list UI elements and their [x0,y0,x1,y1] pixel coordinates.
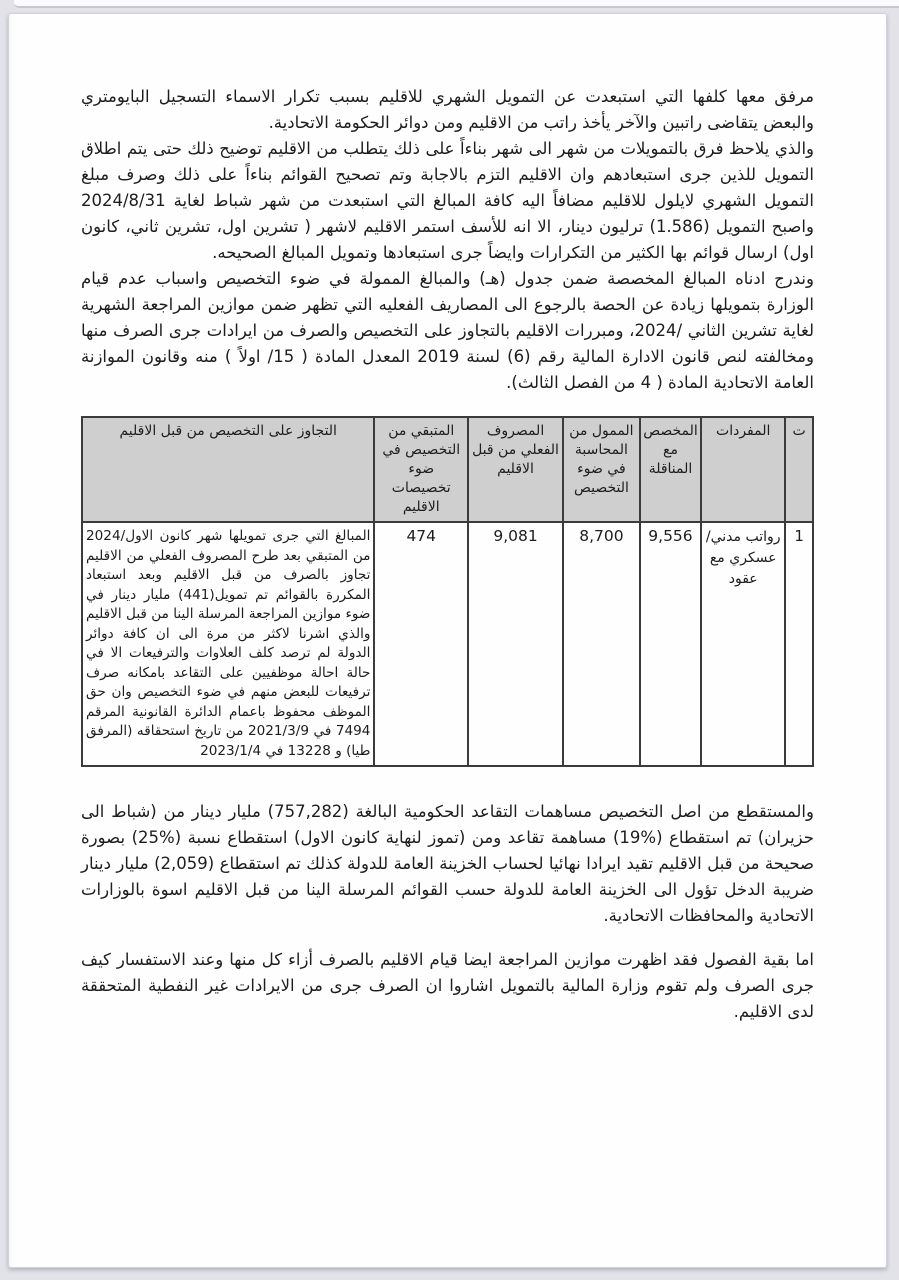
cell-serial: 1 [785,522,813,766]
header-items: المفردات [701,417,785,522]
table-header-row [82,417,813,522]
header-remaining-allocation: المتبقي من التخصيص في ضوء تخصيصات الاقليم [374,417,468,522]
body-paragraph-table-introduction: وندرج ادناه المبالغ المخصصة ضمن جدول (هـ) والمبالغ الممولة في ضوء التخصيص واسباب عدم قيام الوزارة بتمويلها زيادة عن الحصة بالرجوع الى المصاريف الفعليه التي تظهر ضمن موازين المراجعة الشهرية لغاية تشرين الثاني /2024، ومبررات الاقليم بالتجاوز على التخصيص والصرف من ايرادات جرى الصرف منها ومخالفته لنص قانون الادارة المالية رقم (6) لسنة 2019 المعدل المادة ( 15/ اولاً ) منه وقانون الموازنة العامة الاتحادية المادة ( 4 من الفصل الثالث). [81,269,814,392]
cell-remaining-allocation: 474 [374,522,468,766]
cell-actual-expenditure: 9,081 [468,522,563,766]
header-allocated-with-transfer: المخصص مع المناقلة [640,417,701,522]
table-row [82,522,813,766]
closing-paragraph-deductions: والمستقطع من اصل التخصيص مساهمات التقاعد الحكومية البالغة (757,282) مليار دينار من (شباط الى حزيران) تم استقطاع (%19) مساهمة تقاعد ومن (تموز لنهاية كانون الاول) استقطاع نسبة (%25) بصورة صحيحة من قبل الاقليم تقيد ايرادا نهائيا لحساب الخزينة العامة للدولة كذلك تم استقطاع (2,059) مليار دينار ضريبة الدخل تؤول الى الخزينة العامة للدولة حسب القوائم المرسلة الينا من قبل الاقليم اسوة بالوزارات الاتحادية والمحافظات الاتحادية. [81,802,814,925]
closing-paragraph-other-chapters: اما بقية الفصول فقد اظهرت موازين المراجعة ايضا قيام الاقليم بالصرف أزاء كل منها وعند الاستفسار كيف جرى الصرف ولم تقوم وزارة المالية بالتمويل اشاروا ان الصرف جرى من الايرادات غير النفطية المتحققة لدى الاقليم. [81,950,814,1021]
cell-overrun-note: المبالغ التي جرى تمويلها شهر كانون الاول/2024 من المتبقي بعد طرح المصروف الفعلي من الاقليم تجاوز بالصرف من قبل الاقليم وبعد استبعاد المكررة بالقوائم تم تمويل(441) مليار دينار في ضوء موازين المراجعة المرسلة الينا من قبل الاقليم والذي اشرنا لاكثر من مرة الى ان كافة دوائر الدولة لم ترصد كلف العلاوات والترفيعات الا في حالة احالة موظفيين على التقاعد بامكانه صرف ترفيعات للبعض منهم في ضوء التخصيص وان حق الموظف محفوظ باعمام الدائرة القانونية المرقم 7494 في 2021/3/9 من تاريخ استحقاقه (المرفق طيا) و 13228 في 2023/1/4 [82,522,374,766]
header-actual-expenditure: المصروف الفعلي من قبل الاقليم [468,417,563,522]
cell-funded-from-accounting: 8,700 [563,522,640,766]
cell-allocated-with-transfer: 9,556 [640,522,701,766]
intro-paragraph: مرفق معها كلفها التي استبعدت عن التمويل الشهري للاقليم بسبب تكرار الاسماء التسجيل البايومتري والبعض يتقاضى راتبين والآخر يأخذ راتب من الاقليم ومن دوائر الحكومة الاتحادية. [81,87,814,132]
header-funded-from-accounting: الممول من المحاسبة في ضوء التخصيص [563,417,640,522]
document-page [8,13,887,1268]
body-paragraph-funding-differences: والذي يلاحظ فرق بالتمويلات من شهر الى شهر بناءاً على ذلك يتطلب من الاقليم توضيح ذلك حتى يتم اطلاق التمويل للذين جرى استبعادهم وان الاقليم التزم بالاجابة وتم تصحيح القوائم بناءاً على ذلك وصرف مبلغ التمويل الشهري لايلول للاقليم مضافاً اليه كافة المبالغ التي استبعدت من شهر شباط لغاية 2024/8/31 واصبح التمويل (1.586) ترليون دينار، الا انه للأسف استمر الاقليم لاشهر ( تشرين اول، تشرين ثاني، كانون اول) ارسال قوائم بها الكثير من التكرارات وايضاً جرى استبعادها وتمويل المبالغ الصحيحه. [81,139,814,262]
previous-page-edge [14,0,899,8]
header-overrun: التجاوز على التخصيص من قبل الاقليم [82,417,374,522]
header-serial: ت [785,417,813,522]
cell-item: رواتب مدني/عسكري مع عقود [701,522,785,766]
allocations-table [81,416,814,767]
